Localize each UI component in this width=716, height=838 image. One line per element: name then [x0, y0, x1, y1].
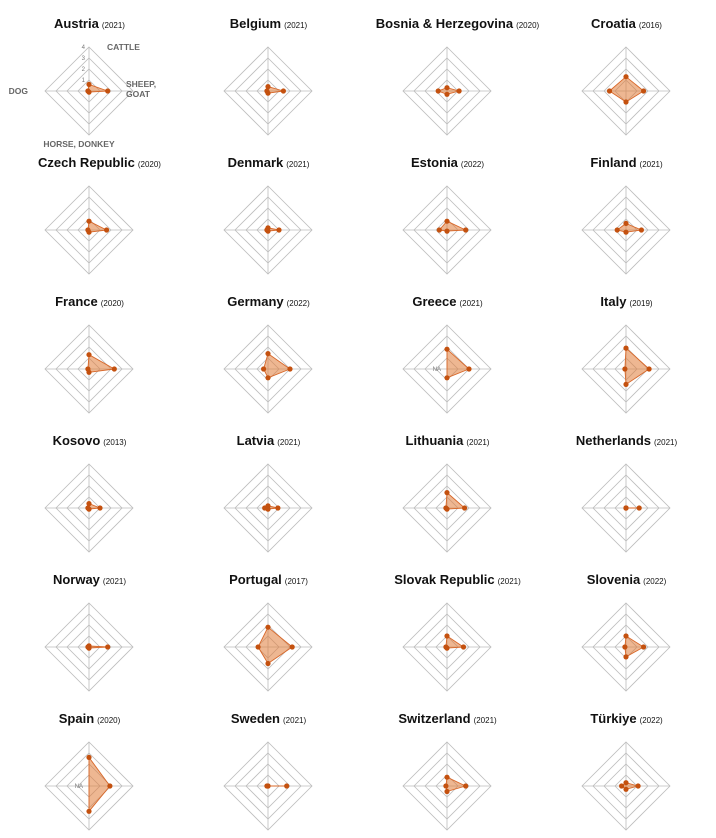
data-point-sheep-goat [107, 783, 112, 788]
panel-finland [537, 139, 716, 278]
country-name: Kosovo [52, 433, 101, 448]
data-point-sheep-goat [290, 644, 295, 649]
data-point-sheep-goat [462, 505, 467, 510]
radar-chart [0, 417, 179, 556]
data-point-sheep-goat [463, 783, 468, 788]
radar-chart [537, 278, 716, 417]
data-point-horse-donkey [623, 99, 628, 104]
country-name: France [55, 294, 98, 309]
panel-france [0, 278, 179, 417]
survey-year: (2021) [277, 438, 301, 447]
data-point-horse-donkey [265, 661, 270, 666]
panel-netherlands [537, 417, 716, 556]
data-point-cattle [86, 352, 91, 357]
axis-label-cattle: CATTLE [107, 42, 140, 52]
data-point-dog [85, 366, 90, 371]
data-point-dog [261, 366, 266, 371]
data-point-horse-donkey [623, 382, 628, 387]
data-point-dog [619, 783, 624, 788]
radar-chart [358, 0, 540, 139]
data-point-horse-donkey [86, 809, 91, 814]
data-point-horse-donkey [265, 375, 270, 380]
radar-chart [537, 417, 716, 556]
value-polygon [264, 354, 290, 378]
country-name: Lithuania [405, 433, 464, 448]
survey-year: (2022) [460, 160, 485, 169]
radar-chart [358, 278, 537, 417]
radar-chart [537, 139, 716, 278]
data-point-sheep-goat [105, 644, 110, 649]
country-name: Greece [412, 294, 457, 309]
data-point-cattle [86, 219, 91, 224]
survey-year: (2017) [284, 577, 308, 586]
survey-year: (2021) [497, 577, 521, 586]
panel-lithuania [358, 417, 537, 556]
panel-croatia [537, 0, 716, 139]
country-name: Latvia [236, 433, 275, 448]
country-name: Portugal [229, 572, 282, 587]
panel-switzerland [358, 695, 537, 834]
axis-label-dog: DOG [8, 86, 28, 96]
radar-chart [358, 139, 537, 278]
panel-austria [0, 0, 179, 149]
country-name: Switzerland [398, 711, 471, 726]
survey-year: (2013) [103, 438, 127, 447]
data-point-dog [622, 366, 627, 371]
panel-slovenia [537, 556, 716, 695]
survey-year: (2020) [97, 716, 121, 725]
data-point-horse-donkey [623, 654, 628, 659]
panel-sweden [179, 695, 358, 834]
data-point-cattle [86, 755, 91, 760]
data-point-horse-donkey [444, 789, 449, 794]
radar-chart [537, 556, 716, 695]
radial-tick-label: 3 [81, 56, 85, 62]
survey-year: (2019) [629, 299, 653, 308]
data-point-cattle [444, 347, 449, 352]
data-point-dog [622, 644, 627, 649]
data-point-cattle [444, 775, 449, 780]
data-point-cattle [86, 501, 91, 506]
data-point-cattle [623, 74, 628, 79]
data-point-sheep-goat [281, 88, 286, 93]
data-point-sheep-goat [637, 505, 642, 510]
panel-turkiye [537, 695, 716, 834]
country-name: Croatia [591, 16, 636, 31]
panel-greece [358, 278, 537, 417]
data-point-cattle [623, 780, 628, 785]
radar-chart [179, 556, 358, 695]
panel-estonia [358, 139, 537, 278]
data-point-cattle [444, 85, 449, 90]
survey-year: (2020) [137, 160, 161, 169]
survey-year: (2021) [466, 438, 490, 447]
radar-chart [179, 278, 358, 417]
radar-chart [0, 695, 179, 834]
panel-denmark [179, 139, 358, 278]
country-name: Finland [590, 155, 637, 170]
data-point-dog [443, 644, 448, 649]
survey-year: (2021) [102, 577, 127, 586]
data-point-dog [623, 505, 628, 510]
survey-year: (2021) [283, 716, 307, 725]
survey-year: (2021) [473, 716, 497, 725]
panel-portugal [179, 556, 358, 695]
panel-spain [0, 695, 179, 834]
data-point-cattle [265, 84, 270, 89]
data-point-dog [262, 505, 267, 510]
radial-tick-label: 1 [81, 78, 85, 84]
survey-year: (2021) [459, 299, 483, 308]
axis-label-sheep-goat-line2: GOAT [126, 89, 150, 99]
survey-year: (2022) [643, 577, 667, 586]
country-name: Belgium [229, 16, 282, 31]
na-label: NA [432, 367, 441, 374]
data-point-sheep-goat [461, 644, 466, 649]
data-point-horse-donkey [444, 229, 449, 234]
na-label: NA [74, 784, 83, 791]
data-point-horse-donkey [623, 230, 628, 235]
data-point-cattle [265, 351, 270, 356]
country-name: Sweden [230, 711, 280, 726]
survey-year: (2020) [100, 299, 124, 308]
data-point-sheep-goat [463, 227, 468, 232]
country-name: Denmark [227, 155, 284, 170]
data-point-cattle [86, 82, 91, 87]
panel-slovak-republic [358, 556, 537, 695]
radar-chart [179, 139, 358, 278]
panel-norway [0, 556, 179, 695]
survey-year: (2021) [639, 160, 663, 169]
panel-italy [537, 278, 716, 417]
data-point-dog [264, 227, 269, 232]
panel-latvia [179, 417, 358, 556]
country-name: Estonia [410, 155, 458, 170]
survey-year: (2016) [638, 21, 662, 30]
country-name: Slovak Republic [394, 572, 495, 587]
data-point-horse-donkey [444, 375, 449, 380]
radar-chart [179, 417, 358, 556]
radar-chart [179, 0, 358, 139]
data-point-sheep-goat [641, 644, 646, 649]
panel-germany [179, 278, 358, 417]
data-point-sheep-goat [457, 88, 462, 93]
data-point-horse-donkey [444, 92, 449, 97]
radar-chart [179, 695, 358, 834]
radar-chart [537, 0, 716, 139]
data-point-cattle [623, 346, 628, 351]
country-name: Austria [54, 16, 99, 31]
data-point-sheep-goat [105, 88, 110, 93]
data-point-cattle [623, 221, 628, 226]
country-name: Türkiye [590, 711, 637, 726]
data-point-dog [264, 783, 269, 788]
value-polygon [625, 348, 649, 384]
data-point-dog [615, 227, 620, 232]
data-point-sheep-goat [639, 227, 644, 232]
data-point-sheep-goat [641, 88, 646, 93]
data-point-dog [85, 227, 90, 232]
radar-chart [358, 695, 537, 834]
country-name: Bosnia & Herzegovina [375, 16, 514, 31]
data-point-sheep-goat [287, 366, 292, 371]
value-polygon [447, 349, 469, 378]
data-point-sheep-goat [275, 505, 280, 510]
data-point-cattle [623, 633, 628, 638]
country-name: Spain [58, 711, 95, 726]
radar-chart [0, 0, 179, 149]
data-point-sheep-goat [112, 366, 117, 371]
survey-year: (2021) [286, 160, 310, 169]
radar-chart [358, 417, 537, 556]
country-name: Slovenia [586, 572, 641, 587]
survey-year: (2021) [101, 21, 125, 30]
panel-kosovo [0, 417, 179, 556]
survey-year: (2022) [286, 299, 310, 308]
data-point-dog [256, 644, 261, 649]
radar-chart [537, 695, 716, 834]
data-point-dog [85, 505, 90, 510]
data-point-sheep-goat [104, 227, 109, 232]
radial-tick-label: 2 [81, 67, 85, 73]
data-point-horse-donkey [623, 787, 628, 792]
data-point-dog [437, 227, 442, 232]
country-name: Norway [52, 572, 100, 587]
survey-year: (2022) [639, 716, 663, 725]
data-point-cattle [265, 625, 270, 630]
data-point-cattle [444, 490, 449, 495]
data-point-dog [85, 644, 90, 649]
panel-bosnia-herzegovina [358, 0, 540, 139]
axis-label-sheep-goat: SHEEP, [126, 79, 157, 89]
data-point-sheep-goat [636, 783, 641, 788]
country-name: Germany [227, 294, 284, 309]
data-point-dog [443, 783, 448, 788]
data-point-sheep-goat [97, 505, 102, 510]
data-point-dog [436, 88, 441, 93]
radar-chart [0, 556, 179, 695]
country-name: Czech Republic [38, 155, 135, 170]
panel-czech-republic [0, 139, 179, 278]
survey-year: (2021) [654, 438, 678, 447]
survey-year: (2021) [284, 21, 308, 30]
data-point-sheep-goat [284, 783, 289, 788]
radar-chart [0, 278, 179, 417]
data-point-sheep-goat [276, 227, 281, 232]
data-point-dog [443, 505, 448, 510]
country-name: Netherlands [575, 433, 651, 448]
country-name: Italy [600, 294, 627, 309]
data-point-sheep-goat [466, 366, 471, 371]
survey-year: (2020) [516, 21, 540, 30]
radar-chart [358, 556, 537, 695]
panel-belgium [179, 0, 358, 139]
data-point-sheep-goat [647, 366, 652, 371]
data-point-dog [607, 88, 612, 93]
value-polygon [89, 757, 110, 811]
data-point-dog [264, 88, 269, 93]
axis-label-horse-donkey: HORSE, DONKEY [43, 139, 115, 149]
radar-chart [0, 139, 179, 278]
data-point-cattle [444, 219, 449, 224]
data-point-cattle [444, 633, 449, 638]
radial-tick-label: 4 [81, 45, 85, 51]
data-point-dog [85, 88, 90, 93]
